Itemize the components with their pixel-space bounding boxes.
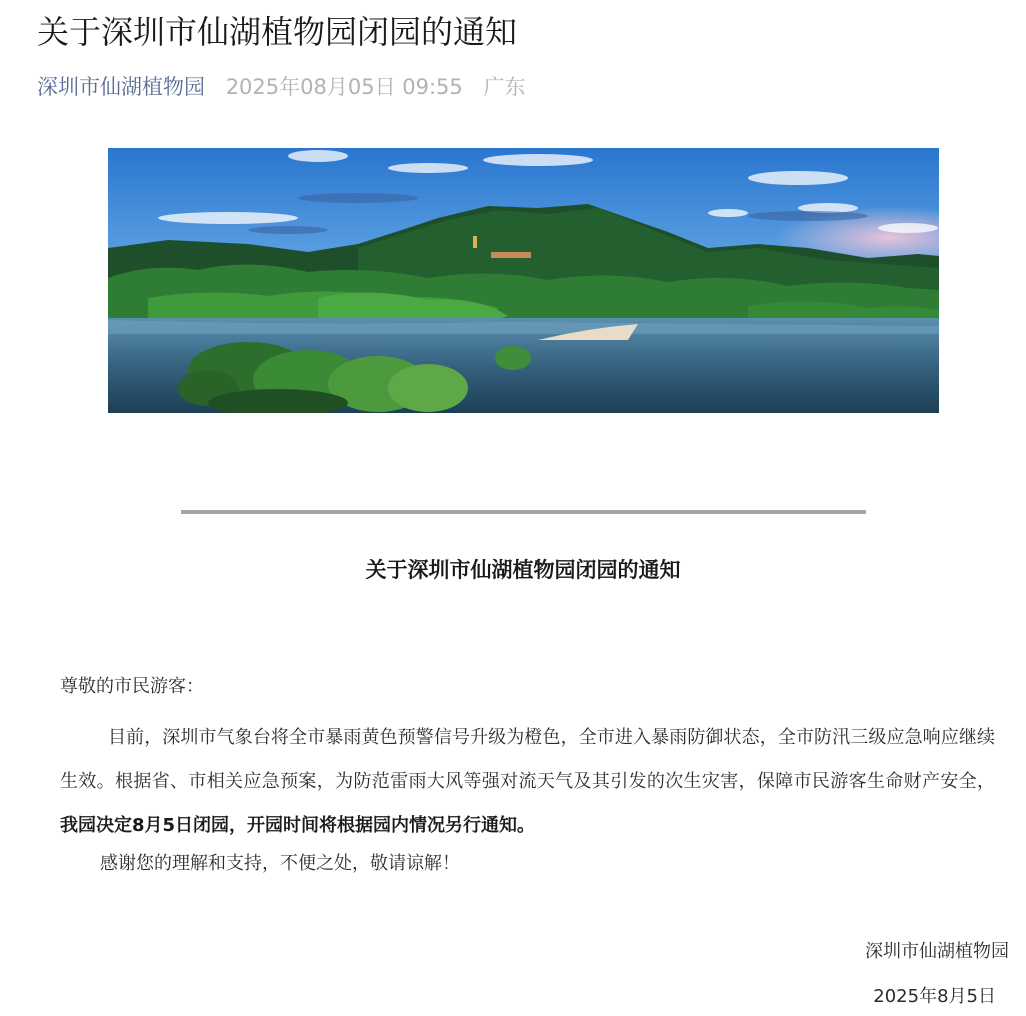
notice-title: 关于深圳市仙湖植物园闭园的通知 <box>365 558 681 582</box>
signature-date: 2025年8月5日 <box>873 986 996 1007</box>
publish-location: 广东 <box>483 75 526 99</box>
hero-image[interactable] <box>108 148 939 413</box>
notice-paragraph-1 <box>60 716 995 848</box>
article-title: 关于深圳市仙湖植物园闭园的通知 <box>37 13 518 51</box>
panorama-landscape-image <box>108 148 939 413</box>
signature-organization: 深圳市仙湖植物园 <box>865 941 1009 962</box>
publish-time: 2025年08月05日 09:55 <box>225 75 463 99</box>
section-divider <box>181 510 866 514</box>
account-name-link[interactable]: 深圳市仙湖植物园 <box>37 75 205 99</box>
notice-paragraph-2: 感谢您的理解和支持，不便之处，敬请谅解！ <box>100 853 460 874</box>
article-meta <box>37 72 525 102</box>
paragraph-1-text: 目前，深圳市气象台将全市暴雨黄色预警信号升级为橙色，全市进入暴雨防御状态，全市防汛三级应急响应继续生效。根据省、市相关应急预案，为防范雷雨大风等强对流天气及其引发的次生灾害，保障市民游客生命财产安全， <box>60 727 995 792</box>
notice-salutation: 尊敬的市民游客： <box>60 676 204 697</box>
paragraph-1-bold-text: 我园决定8月5日闭园，开园时间将根据园内情况另行通知。 <box>60 815 536 836</box>
